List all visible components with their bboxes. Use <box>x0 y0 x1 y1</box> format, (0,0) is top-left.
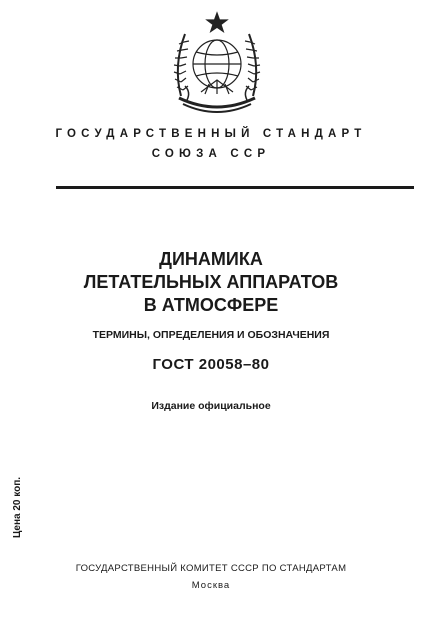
edition-label: Издание официальное <box>151 400 271 412</box>
header-line-2: СОЮЗА ССР <box>151 148 271 160</box>
header-line-1: ГОСУДАРСТВЕННЫЙ СТАНДАРТ <box>55 128 367 140</box>
publisher-line-1: ГОСУДАРСТВЕННЫЙ КОМИТЕТ СССР ПО СТАНДАРТАМ <box>75 563 347 574</box>
title-line-2: ЛЕТАТЕЛЬНЫХ АППАРАТОВ <box>83 272 339 292</box>
price-label: Цена 20 коп. <box>12 476 23 538</box>
document-subtitle: ТЕРМИНЫ, ОПРЕДЕЛЕНИЯ И ОБОЗНАЧЕНИЯ <box>92 329 330 341</box>
ussr-state-emblem-icon <box>171 10 263 116</box>
document-title <box>0 248 422 317</box>
divider-rule <box>56 186 414 189</box>
standard-number: ГОСТ 20058–80 <box>152 356 270 373</box>
publisher-city: Москва <box>191 580 231 591</box>
title-line-1: ДИНАМИКА <box>159 249 263 269</box>
title-line-3: В АТМОСФЕРЕ <box>143 295 279 315</box>
